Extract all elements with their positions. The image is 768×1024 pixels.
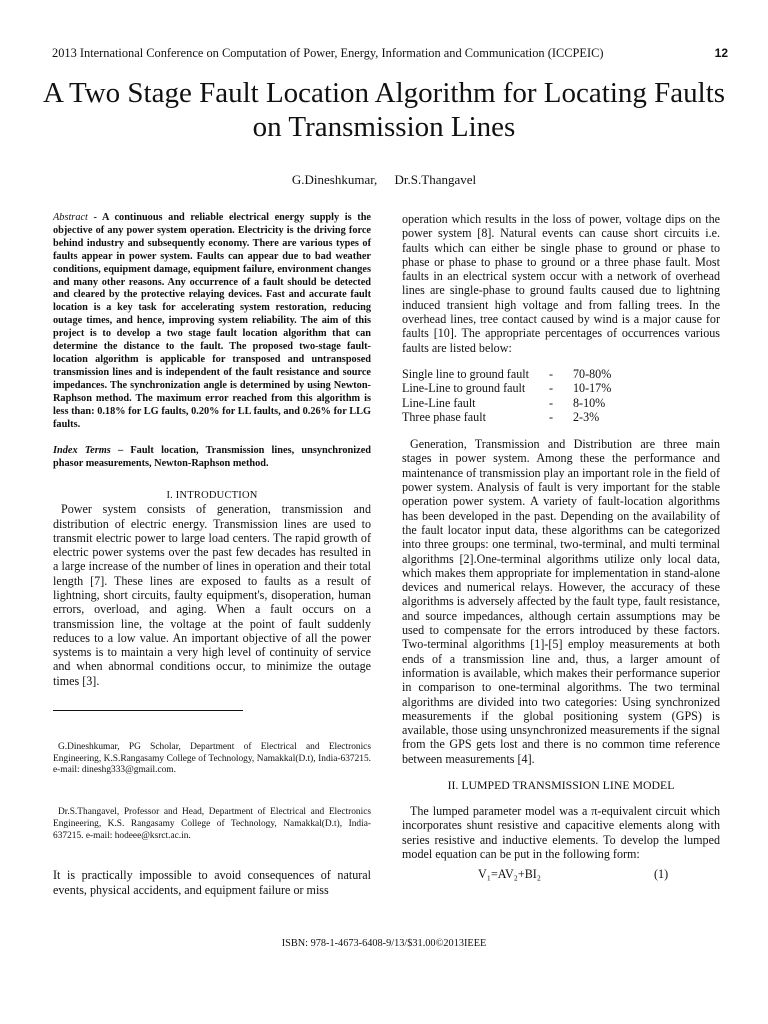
fault-percentage-list <box>402 367 611 424</box>
fault-list-row <box>402 396 611 410</box>
right-paragraph-2: Generation, Transmission and Distribution are three main stages in power system. Among these the performance and maintenance of transmission play an important role in the field of power system. Analysis of fault is very important for the stable operation power system. A variety of fault-location algorithms has been developed in the past. Depending on the availability of the fault locator input data, these algorithms can be categorized into three groups: one terminal, two-terminal, and multi terminal algorithms [2].One-terminal algorithms utilize only local data, which makes them appropriate for implementation in stand-alone devices and numerical relays. However, the accuracy of these algorithms is adversely affected by the fault type, fault resistance, and source impedances, although certain assumptions may be used to compensate for the errors introduced by these factors. Two-terminal algorithms [1]-[5] employ measurements at both ends of a transmission line and, thus, a larger amount of information is available, which makes their performance superior in comparison to one-terminal algorithms. The two terminal algorithms are divided into two categories: Using synchronized measurements if the global positioning system (GPS) is available, those using unsynchronized measurements if the signal from the GPS gets lost and there is no common time reference between measurements [4]. <box>402 437 720 766</box>
right-paragraph-1: operation which results in the loss of power, voltage dips on the power system [8]. Natural events can cause short circuits i.e. faults which can either be single phase to ground or phase to phase or phase to phase to ground or a three phase fault. Most faults in an electrical system occur with a network of overhead lines are single-phase to ground faults caused due to lightning induced transient high voltage and from falling trees. In the overhead lines, tree contact caused by wind is a major cause for faults [10]. The appropriate percentages of occurrences various faults are listed below: <box>402 212 720 355</box>
abstract-lead: Abstract <box>53 212 88 223</box>
fault-type-name: Three phase fault <box>402 409 486 424</box>
fault-list-row <box>402 367 611 381</box>
introduction-paragraph: Power system consists of generation, transmission and distribution of electric energy. Transmission lines are used to transmit electric power to large load centers. The rapid growth of electric power systems over the past few decades has resulted in a large increase of the number of lines in operation and their total length [7]. These lines are exposed to faults as a result of lightning, short circuits, faulty equipment's, disoperation, human errors, overload, and aging. When a fault occurs on a transmission line, the voltage at the point of fault suddenly reduces to a low value. An important objective of all the power systems is to maintain a very high level of continuity of service and when abnormal conditions occur, to minimize the outage times [3]. <box>53 502 371 688</box>
fault-dash: - <box>549 381 554 396</box>
fault-type-name: Line-Line to ground fault <box>402 381 526 396</box>
equation-expression: V₁=AV₂+BI₂ <box>478 867 542 882</box>
equation-1 <box>402 867 720 885</box>
abstract <box>53 212 371 431</box>
running-header <box>52 46 728 60</box>
page-footer-isbn: ISBN: 978-1-4673-6408-9/13/$31.00©2013IEEE <box>281 938 487 949</box>
abstract-text: - A continuous and reliable electrical energy supply is the objective of any power system operation. Electricity is the driving force behind industry and subsequently economy. There are various types of faults appear in power system. Faults can appear due to bad weather conditions, equipment damage, equipment failure, environment changes and many other reasons. Any occurrence of a fault should be detected and cleared by the protective relaying devices. Fast and accurate fault location is a key task for accelerating system restoration, reducing outage times, and hence, improving system reliability. The aim of this project is to develop a two stage fault location algorithm that can determine the distance to the fault. The proposed two-stage fault-location algorithm is applicable for transposed and untransposed transmission lines and is independent of the fault resistance and source impedances. The synchronization angle is determined by using Newton-Raphson method. The maximum error reached from this algorithm is less than: 0.18% for LG faults, 0.20% for LL faults, and 0.26% for LLG faults. <box>53 212 371 430</box>
author-line: G.Dineshkumar, Dr.S.Thangavel <box>291 172 477 187</box>
fault-percentage: 2-3% <box>573 409 600 424</box>
index-terms-lead: Index Terms <box>53 445 111 457</box>
fault-dash: - <box>549 395 554 410</box>
fault-list-row <box>402 381 611 395</box>
index-terms-text: – Fault location, Transmission lines, unsynchronized phasor measurements, Newton-Raphson method. <box>53 445 371 470</box>
fault-dash: - <box>549 366 554 381</box>
fault-percentage: 70-80% <box>573 366 612 381</box>
index-terms <box>53 445 371 471</box>
fault-type-name: Single line to ground fault <box>402 366 529 381</box>
left-column <box>53 212 371 897</box>
section-heading-lumped-model: II. LUMPED TRANSMISSION LINE MODEL <box>447 777 675 792</box>
fault-percentage: 10-17% <box>573 381 612 396</box>
equation-number: (1) <box>654 867 669 882</box>
conference-name: 2013 International Conference on Computation of Power, Energy, Information and Communication (ICCPEIC) <box>52 46 604 60</box>
right-paragraph-3: The lumped parameter model was a π-equivalent circuit which incorporates shunt resistive and capacitive elements along with series resistive and inductive elements. To develop the lumped model equation can be put in the following form: <box>402 803 720 861</box>
paper-title: A Two Stage Fault Location Algorithm for Locating Faults on Transmission Lines <box>42 77 726 143</box>
fault-dash: - <box>549 409 554 424</box>
page-number: 12 <box>714 46 728 60</box>
footnote-author-1: G.Dineshkumar, PG Scholar, Department of Electrical and Electronics Engineering, K.S.Rangasamy College of Technology, Namakkal(D.t), India-637215. e-mail: dineshg333@gmail.com. <box>53 742 371 776</box>
section-heading-introduction: I. INTRODUCTION <box>166 490 258 502</box>
fault-type-name: Line-Line fault <box>402 395 476 410</box>
fault-list-row <box>402 410 611 424</box>
left-tail-paragraph: It is practically impossible to avoid consequences of natural events, physical accidents, and equipment failure or miss <box>53 868 371 897</box>
footnote-divider <box>53 710 243 711</box>
right-column <box>402 212 720 885</box>
footnote-author-2: Dr.S.Thangavel, Professor and Head, Department of Electrical and Electronics Engineering, K.S. Rangasamy College of Technology, Namakkal(D.t), India-637215. e-mail: hodeee@ksrct.ac.in. <box>53 807 371 841</box>
fault-percentage: 8-10% <box>573 395 606 410</box>
